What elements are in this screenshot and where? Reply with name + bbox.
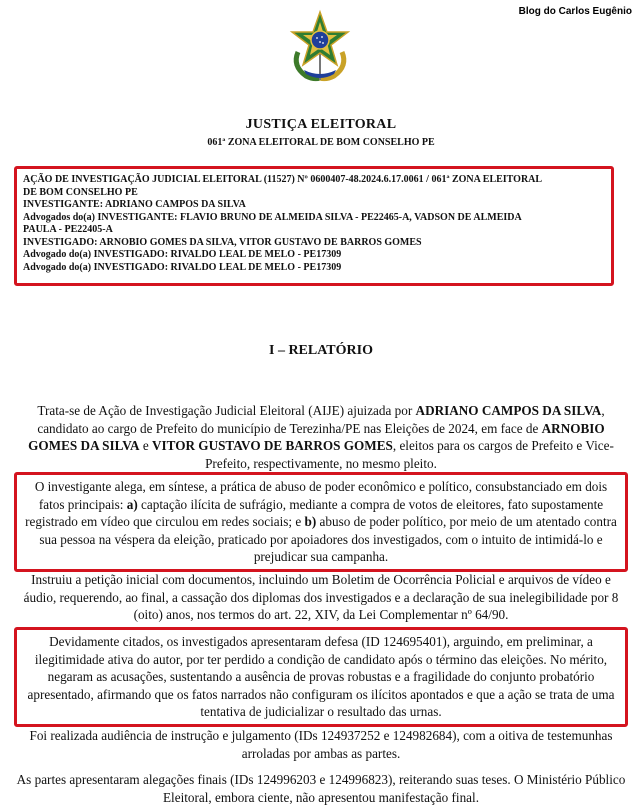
name-investigated-1: ARNOBIO GOMES DA SILVA xyxy=(28,420,605,453)
name-investigant: ADRIANO CAMPOS DA SILVA xyxy=(415,403,602,418)
case-info-box xyxy=(14,166,614,286)
case-line: INVESTIGADO: ARNOBIO GOMES DA SILVA, VITOR GUSTAVO DE BARROS GOMES xyxy=(23,236,422,248)
blog-watermark: Blog do Carlos Eugênio xyxy=(518,6,632,17)
case-line: AÇÃO DE INVESTIGAÇÃO JUDICIAL ELEITORAL (11527) Nº 0600407-48.2024.6.17.0061 / 061ª ZONA ELEITORAL xyxy=(23,174,543,185)
case-line: Advogado do(a) INVESTIGADO: RIVALDO LEAL DE MELO - PE17309 xyxy=(23,249,342,260)
paragraph-4-highlighted: Devidamente citados, os investigados apresentaram defesa (ID 124695401), arguindo, em preliminar, a ilegitimidade ativa do autor, por ter perdido a condição de candidato após o término das eleições. No mérito, negaram as acusações, sustentando a ausência de provas robustas e a fragilidade do conjunto probatório apresentado, afirmando que os fatos narrados não configuram os ilícitos apontados e que a ação se trata de uma tentativa de judicializar o resultado das urnas. xyxy=(14,627,628,727)
item-a-marker: a) xyxy=(126,496,138,512)
text: e xyxy=(139,438,153,453)
case-line: DE BOM CONSELHO PE xyxy=(23,186,138,198)
paragraph-1 xyxy=(16,402,626,472)
brazil-coat-of-arms-icon xyxy=(284,8,356,84)
text: captação ilícita de sufrágio, mediante a compra de votos de eleitores, fato supostamente registrado em vídeo que circulou em redes sociais; e xyxy=(25,496,604,529)
text: Trata-se de Ação de Investigação Judicial Eleitoral (AIJE) ajuizada por xyxy=(37,403,416,418)
case-line: INVESTIGANTE: ADRIANO CAMPOS DA SILVA xyxy=(23,199,246,210)
paragraph-3: Instruiu a petição inicial com documentos, incluindo um Boletim de Ocorrência Policial e arquivos de vídeo e áudio, requerendo, ao final, a cassação dos diplomas dos investigados e a declaração de sua inelegibilidade por 8 (oito) anos, nos termos do art. 22, XIV, da Lei Complementar nº 64/90. xyxy=(23,572,619,622)
text: , eleitos para os cargos de Prefeito e Vice-Prefeito, respectivamente, no mesmo pleito. xyxy=(205,438,614,471)
case-line: PAULA - PE22405-A xyxy=(23,224,113,235)
section-title: I – RELATÓRIO xyxy=(269,343,373,358)
court-zone: 061ª ZONA ELEITORAL DE BOM CONSELHO PE xyxy=(207,137,435,148)
name-investigated-2: VITOR GUSTAVO DE BARROS GOMES xyxy=(152,438,393,453)
text: O investigante alega, em síntese, a prática de abuso de poder econômico e político, consubstanciado em dois fatos principais: xyxy=(34,479,608,512)
item-b-marker: b) xyxy=(304,514,317,529)
text: , candidato ao cargo de Prefeito do município de Terezinha/PE nas Eleições de 2024, em face de xyxy=(37,403,605,436)
text: abuso de poder político, por meio de um atentado contra sua pessoa na véspera da eleição, praticado por apoiadores dos investigados, com o intuito de intimidá-lo e prejudicar sua campanha. xyxy=(39,514,617,564)
court-title: JUSTIÇA ELEITORAL xyxy=(245,117,397,132)
paragraph-5: Foi realizada audiência de instrução e julgamento (IDs 124937252 e 124982684), com a oitiva de testemunhas arroladas por ambas as partes. xyxy=(29,728,613,761)
paragraph-6: As partes apresentaram alegações finais (IDs 124996203 e 124996823), reiterando suas teses. O Ministério Público Eleitoral, embora ciente, não apresentou manifestação final. xyxy=(16,772,626,805)
paragraph-2-highlighted xyxy=(14,472,628,572)
case-line: Advogados do(a) INVESTIGANTE: FLAVIO BRUNO DE ALMEIDA SILVA - PE22465-A, VADSON DE ALMEIDA xyxy=(23,211,522,223)
case-line: Advogado do(a) INVESTIGADO: RIVALDO LEAL DE MELO - PE17309 xyxy=(23,261,342,273)
